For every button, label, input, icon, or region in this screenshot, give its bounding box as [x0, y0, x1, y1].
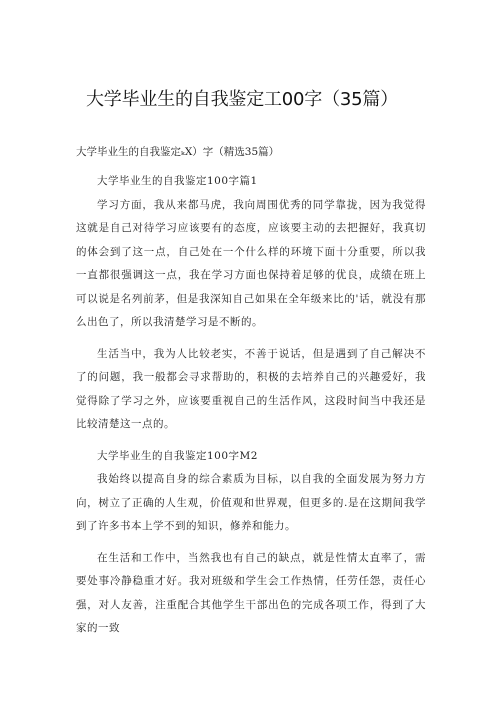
document-body	[76, 170, 426, 641]
paragraph: 我始终以提高自身的综合素质为目标，以自我的全面发展为努力方向，树立了正确的人生观，价值观和世界观，但更多的.是在这期间我学到了许多书本上学不到的知识，修养和能力。	[76, 473, 426, 532]
paragraph: 生活当中，我为人比较老实，不善于说话，但是遇到了自己解决不了的问题，我一般都会寻求帮助的，积极的去培养自己的兴趣爱好，我觉得除了学习之外，应该要重视自己的生活作风，这段时间当中我还是比较清楚这一点的。	[76, 347, 426, 430]
document-subtitle: 大学毕业生的自我鉴定ₖX）字（精选35篇）	[76, 146, 280, 158]
paragraph: 在生活和工作中，当然我也有自己的缺点，就是性情太直率了，需要处事冷静稳重才好。我对班级和学生会工作热情，任劳任怨，责任心强，对人友善，注重配合其他学生干部出色的完成各项工作，得到了大家的一致	[76, 551, 426, 634]
document-title: 大学毕业生的自我鉴定工00字（35篇）	[86, 89, 399, 110]
section-heading: 大学毕业生的自我鉴定100字篇1	[97, 175, 258, 187]
section-heading: 大学毕业生的自我鉴定100字M2	[97, 449, 258, 462]
paragraph: 学习方面，我从来都马虎，我向周围优秀的同学靠拢，因为我觉得这就是自己对待学习应该要有的态度，应该要主动的去把握好，我真切的体会到了这一点，自己处在一个什么样的环境下面十分重要，所以我一直都很强调这一点，我在学习方面也保持着足够的优良，成绩在班上可以说是名列前茅，但是我深知自己如果在全年级来比的'话，就没有那么出色了，所以我清楚学习是不断的。	[76, 198, 426, 328]
